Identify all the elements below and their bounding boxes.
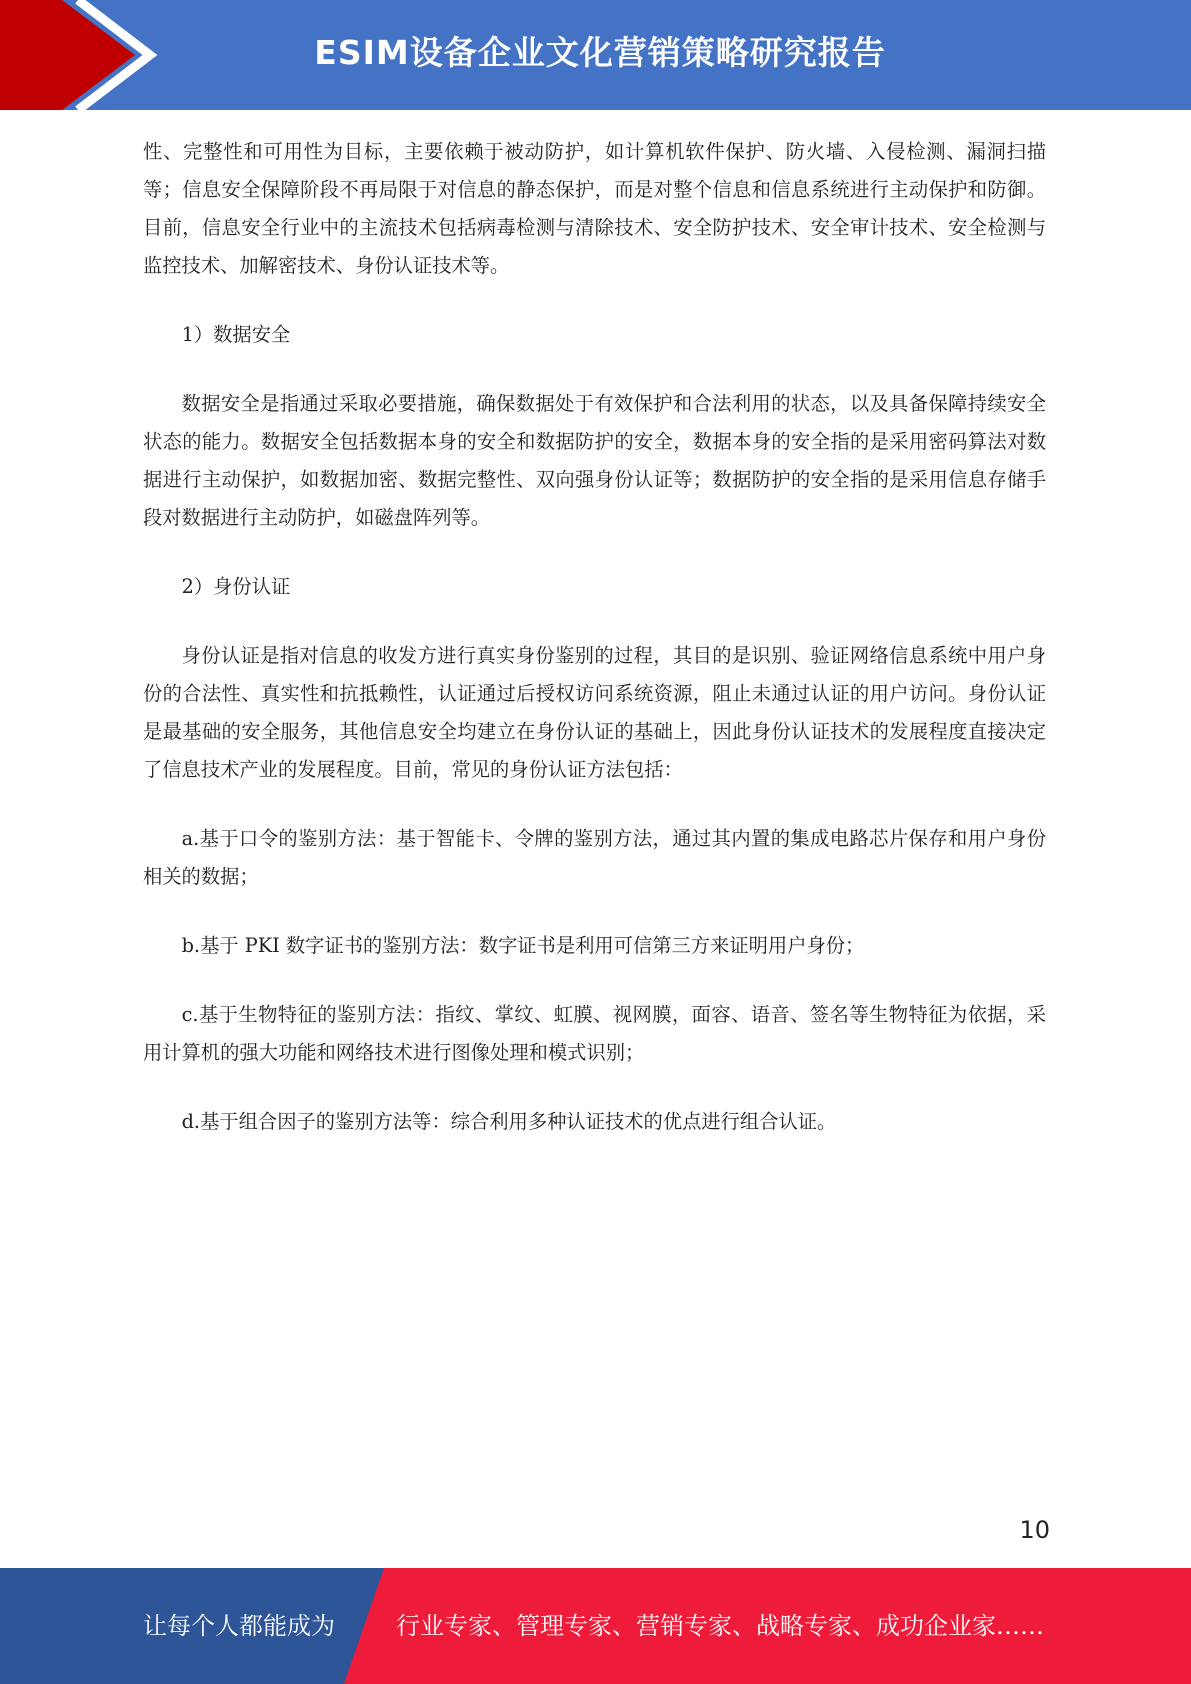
footer-slogan-left: 让每个人都能成为 (143, 1612, 335, 1640)
footer-slogan-right: 行业专家、管理专家、营销专家、战略专家、成功企业家…… (396, 1612, 1044, 1640)
list-item: d.基于组合因子的鉴别方法等：综合利用多种认证技术的优点进行组合认证。 (181, 1110, 837, 1133)
identity-auth-paragraph: 身份认证是指对信息的收发方进行真实身份鉴别的过程，其目的是识别、验证网络信息系统中用户身份的合法性、真实性和抗抵赖性，认证通过后授权访问系统资源，阻止未通过认证的用户访问。身份认证是最基础的安全服务，其他信息安全均建立在身份认证的基础上，因此身份认证技术的发展程度直接决定了信息技术产业的发展程度。目前，常见的身份认证方法包括： (143, 644, 1046, 781)
header-arrow-icon (0, 0, 160, 110)
body-content (143, 133, 1046, 1141)
list-item: c.基于生物特征的鉴别方法：指纹、掌纹、虹膜、视网膜，面容、语音、签名等生物特征为依据，采用计算机的强大功能和网络技术进行图像处理和模式识别； (143, 1003, 1046, 1064)
report-title: ESIM设备企业文化营销策略研究报告 (314, 33, 886, 72)
intro-paragraph: 性、完整性和可用性为目标，主要依赖于被动防护，如计算机软件保护、防火墙、入侵检测、漏洞扫描等；信息安全保障阶段不再局限于对信息的静态保护，而是对整个信息和信息系统进行主动保护和防御。目前，信息安全行业中的主流技术包括病毒检测与清除技术、安全防护技术、安全审计技术、安全检测与监控技术、加解密技术、身份认证技术等。 (143, 140, 1046, 277)
page-number: 10 (1019, 1516, 1050, 1544)
header-banner (0, 0, 1191, 110)
section-heading-data-security: 1）数据安全 (181, 323, 291, 346)
footer-banner (0, 1568, 1191, 1684)
data-security-paragraph: 数据安全是指通过采取必要措施，确保数据处于有效保护和合法利用的状态，以及具备保障持续安全状态的能力。数据安全包括数据本身的安全和数据防护的安全，数据本身的安全指的是采用密码算法对数据进行主动保护，如数据加密、数据完整性、双向强身份认证等；数据防护的安全指的是采用信息存储手段对数据进行主动防护，如磁盘阵列等。 (143, 392, 1046, 529)
section-heading-identity-auth: 2）身份认证 (181, 575, 291, 598)
list-item: a.基于口令的鉴别方法：基于智能卡、令牌的鉴别方法，通过其内置的集成电路芯片保存和用户身份相关的数据； (143, 827, 1046, 888)
list-item: b.基于 PKI 数字证书的鉴别方法：数字证书是利用可信第三方来证明用户身份； (181, 934, 865, 957)
